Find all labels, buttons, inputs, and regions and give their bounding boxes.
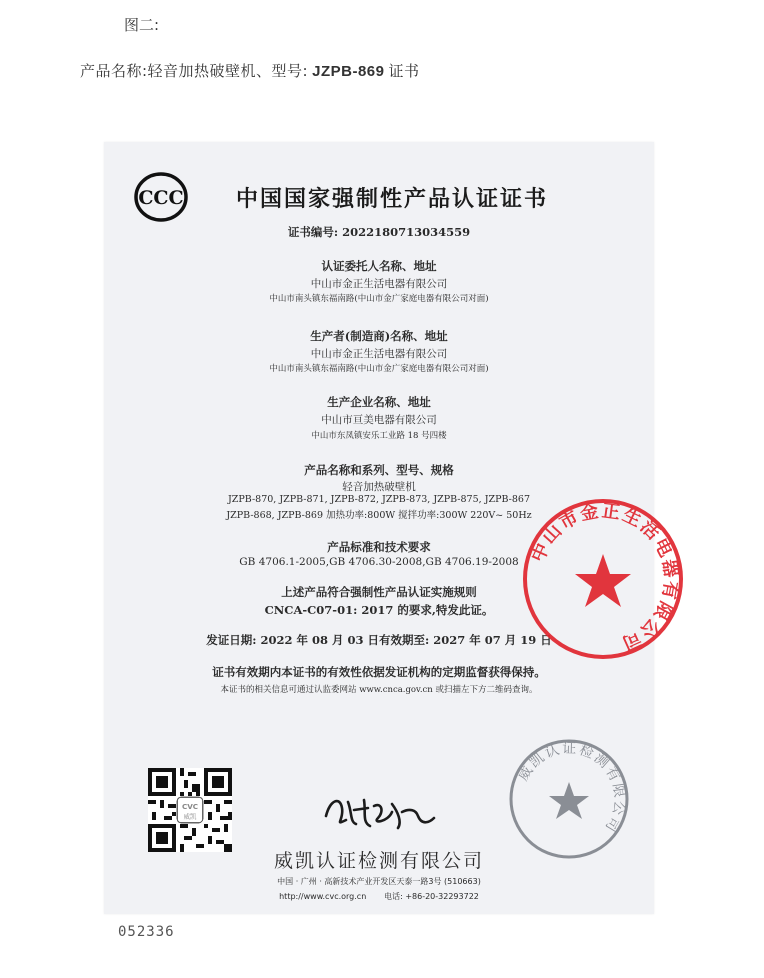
product-line-model: JZPB-869: [312, 63, 385, 80]
product-models-1: JZPB-870, JZPB-871, JZPB-872, JZPB-873, JZPB-875, JZPB-867: [227, 494, 530, 505]
qr-badge-sub: 威凯: [183, 812, 197, 821]
product-line-prefix: 产品名称:轻音加热破壁机、型号:: [80, 62, 309, 80]
certificate-number: 证书编号: 2022180713034559: [287, 225, 471, 239]
organization-website[interactable]: http://www.cvc.org.cn: [279, 892, 367, 901]
conformity-line-2: CNCA-C07-01: 2017 的要求,特发此证。: [264, 603, 494, 617]
validity-note: 证书有效期内本证书的有效性依据发证机构的定期监督获得保持。: [212, 665, 546, 679]
inquiry-note: 本证书的相关信息可通过认监委网站 www.cnca.gov.cn 或扫描左下方二维码查询。: [220, 685, 538, 695]
product-models-2: JZPB-868, JZPB-869 加热功率:800W 搅拌功率:300W 220V~ 50Hz: [226, 510, 532, 521]
product-heading: 产品名称和系列、型号、规格: [304, 463, 454, 477]
client-heading: 认证委托人名称、地址: [321, 259, 437, 273]
conformity-line-1: 上述产品符合强制性产品认证实施规则: [281, 585, 477, 599]
ccc-logo-text: CCC: [138, 187, 184, 209]
organization-address: 中国 · 广州 · 高新技术产业开发区天泰一路3号 (510663): [277, 877, 481, 886]
certificate: [104, 142, 682, 914]
manufacturer-name: 中山市金正生活电器有限公司: [310, 348, 448, 360]
factory-address: 中山市东凤镇安乐工业路 18 号四楼: [311, 431, 447, 441]
signature: [318, 782, 438, 838]
standards-heading: 产品标准和技术要求: [327, 540, 431, 554]
organization-stamp: [504, 734, 634, 864]
ccc-logo-icon: [134, 170, 188, 224]
qr-badge-text: CVC: [181, 802, 199, 812]
manufacturer-address: 中山市南头镇东福南路(中山市金广家庭电器有限公司对面): [269, 364, 489, 374]
organization-name: 威凯认证检测有限公司: [273, 850, 484, 872]
figure-caption: 图二:: [124, 16, 160, 34]
client-name: 中山市金正生活电器有限公司: [310, 278, 448, 290]
manufacturer-heading: 生产者(制造商)名称、地址: [310, 329, 448, 343]
qr-code: [148, 768, 232, 852]
serial-number: 052336: [118, 924, 175, 940]
factory-heading: 生产企业名称、地址: [327, 395, 431, 409]
organization-contact: [104, 891, 654, 902]
product-name: 轻音加热破壁机: [342, 481, 416, 493]
factory-name: 中山市亘美电器有限公司: [321, 414, 437, 426]
standards-value: GB 4706.1-2005,GB 4706.30-2008,GB 4706.19-2008: [239, 556, 519, 568]
certificate-dates: 发证日期: 2022 年 08 月 03 日有效期至: 2027 年 07 月 19 日: [206, 633, 552, 647]
company-stamp: [518, 494, 688, 664]
product-line-suffix: 证书: [388, 62, 420, 80]
organization-stamp-text: 威凯认证检测有限公司: [515, 740, 628, 836]
company-stamp-text: 中山市金正生活电器有限公司: [527, 500, 682, 655]
certificate-title: 中国国家强制性产品认证证书: [236, 187, 549, 212]
product-line: [80, 60, 420, 81]
organization-phone: 电话: +86-20-32293722: [384, 892, 479, 901]
client-address: 中山市南头镇东福南路(中山市金广家庭电器有限公司对面): [269, 294, 489, 304]
